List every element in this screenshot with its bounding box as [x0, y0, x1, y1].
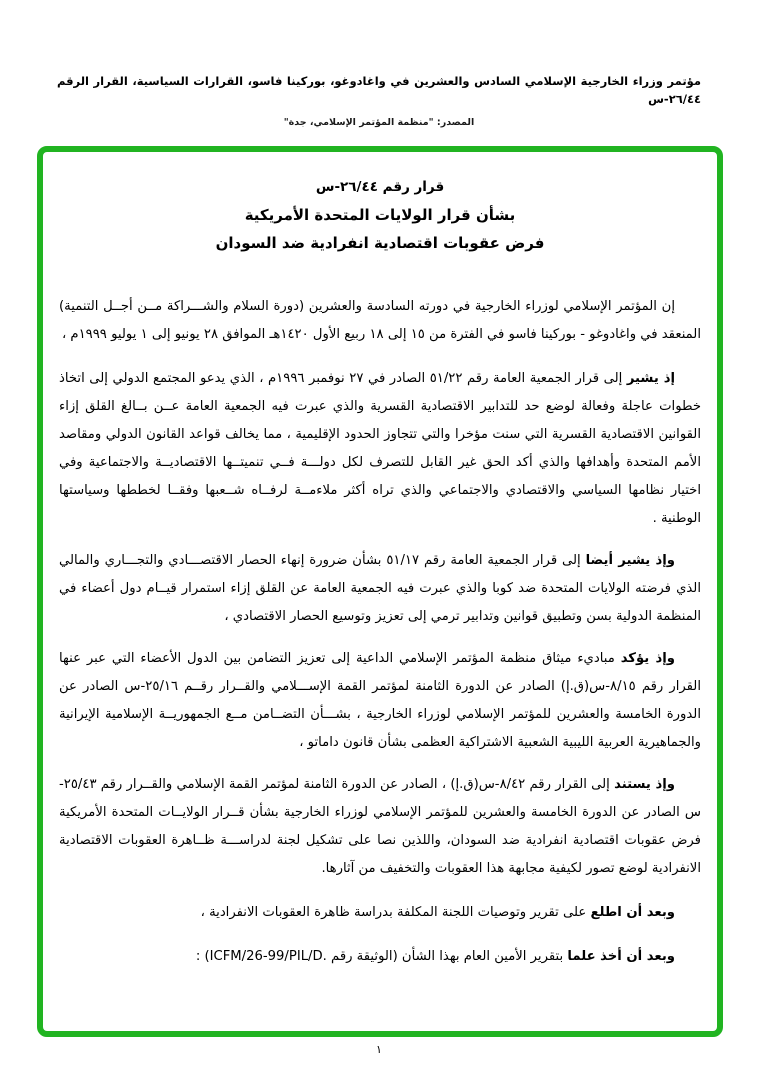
- paragraph-lead: وإذ يؤكد: [620, 651, 675, 666]
- paragraph-text: إلى قرار الجمعية العامة رقم ٥١/٢٢ الصادر في ٢٧ نوفمبر ١٩٩٦م ، الذي يدعو المجتمع الدولي إلى اتخاذ خطوات عاجلة وفعالة لوضع حد للتدابير الاقتصادية القسرية والذي عبرت فيه الجمعية العامة عــن بــالغ القلق إزاء القوانين الاقتصادية القسرية التي سنت مؤخرا والتي تتجاوز الحدود الإقليمية ، مما يخالف قواعد القانون الدولي ومقاصد الأمم المتحدة وأهدافها والذي أكد الحق غير القابل للتصرف لكل دولـــة فــي تنميتــها الاقتصاديــة والاجتماعية وفي اختيار نظامها السياسي والاقتصادي والاجتماعي والذي تراه أكثر ملاءمــة لرفــاه شــعبها وفقــا لخططها وسياستها الوطنية .: [59, 371, 701, 526]
- paragraph-having-reviewed: [59, 899, 701, 927]
- paragraph-having-noted: [59, 943, 701, 971]
- paragraph-text: إلى قرار الجمعية العامة رقم ٥١/١٧ بشأن ضرورة إنهاء الحصار الاقتصـــادي والتجـــاري والمالي الذي فرضته الولايات المتحدة ضد كوبا والذي عبرت فيه الجمعية العامة عن القلق إزاء استمرار قيــام دول أعضاء في المنظمة الدولية بسن وتطبيق قوانين وتدابير ترمي إلى تعزيز وتوسيع الحصار الاقتصادي ،: [59, 553, 701, 624]
- paragraph-basing: [59, 771, 701, 883]
- document-header: [57, 72, 701, 128]
- header-citation-line: مؤتمر وزراء الخارجية الإسلامي السادس والعشرين في واغادوغو، بوركينا فاسو، القرارات السياسية، القرار الرقم ٢٦/٤٤-س: [57, 74, 701, 106]
- resolution-subject-line1: بشأن قرار الولايات المتحدة الأمريكية: [244, 206, 516, 224]
- paragraph-lead: وإذ يستند: [614, 777, 675, 792]
- resolution-border-box: [37, 146, 723, 1037]
- paragraph-lead: وإذ يشير أيضا: [585, 553, 675, 568]
- paragraph-lead: وبعد أن اطلع: [590, 905, 675, 920]
- paragraph-lead: وبعد أن أخذ علما: [567, 949, 675, 964]
- resolution-subject-line2: فرض عقوبات اقتصادية انفرادية ضد السودان: [215, 234, 545, 252]
- paragraph-text: على تقرير وتوصيات اللجنة المكلفة بدراسة ظاهرة العقوبات الانفرادية ،: [200, 905, 587, 920]
- paragraph-preamble: [59, 293, 701, 349]
- paragraph-text: بتقرير الأمين العام بهذا الشأن (الوثيقة رقم .ICFM/26-99/PIL/D) :: [195, 949, 564, 964]
- paragraph-affirming: [59, 645, 701, 757]
- resolution-title: [59, 174, 701, 257]
- paragraph-text: إن المؤتمر الإسلامي لوزراء الخارجية في دورته السادسة والعشرين (دورة السلام والشـــراكة مــن أجــل التنمية) المنعقد في واغادوغو - بوركينا فاسو في الفترة من ١٥ إلى ١٨ ربيع الأول ١٤٢٠هـ الموافق ٢٨ يونيو إلى ١ يوليو ١٩٩٩م ،: [59, 299, 701, 342]
- page-number: ١: [376, 1043, 382, 1056]
- source-line: المصدر: "منظمة المؤتمر الإسلامي، جدة": [283, 117, 475, 128]
- paragraph-lead: إذ يشير: [626, 371, 675, 386]
- resolution-body: [59, 293, 701, 971]
- paragraph-text: إلى القرار رقم ٨/٤٢-س(ق.إ) ، الصادر عن الدورة الثامنة لمؤتمر القمة الإسلامي والقــرار رقم ٢٥/٤٣-س الصادر عن الدورة الخامسة والعشرين للمؤتمر الإسلامي لوزراء الخارجية بشأن قــرار الولايــات المتحدة الأمريكية فرض عقوبات اقتصادية انفرادية ضد السودان، واللذين نصا على تشكيل لجنة لدراســـة ظــاهرة العقوبات الاقتصادية الانفرادية لوضع تصور لكيفية مجابهة هذا العقوبات والتخفيف من آثارها.: [59, 777, 701, 876]
- resolution-number-line: قرار رقم ٢٦/٤٤-س: [315, 179, 445, 195]
- paragraph-recalling-also: [59, 547, 701, 631]
- paragraph-recalling: [59, 365, 701, 533]
- paragraph-text: مباديء ميثاق منظمة المؤتمر الإسلامي الداعية إلى تعزيز التضامن بين الدول الأعضاء التي عبر عنها القرار رقم ٨/١٥-س(ق.إ) الصادر عن الدورة الثامنة لمؤتمر القمة الإســـلامي والقــرار رقــم ٢٥/١٦-س الصادر عن الدورة الخامسة والعشرين للمؤتمر الإسلامي لوزراء الخارجية ، بشـــأن التضــامن مــع الجمهوريــة الإسلامية الإيرانية والجماهيرية العربية الليبية الشعبية الاشتراكية العظمى بشأن قانون داماتو ،: [59, 651, 701, 750]
